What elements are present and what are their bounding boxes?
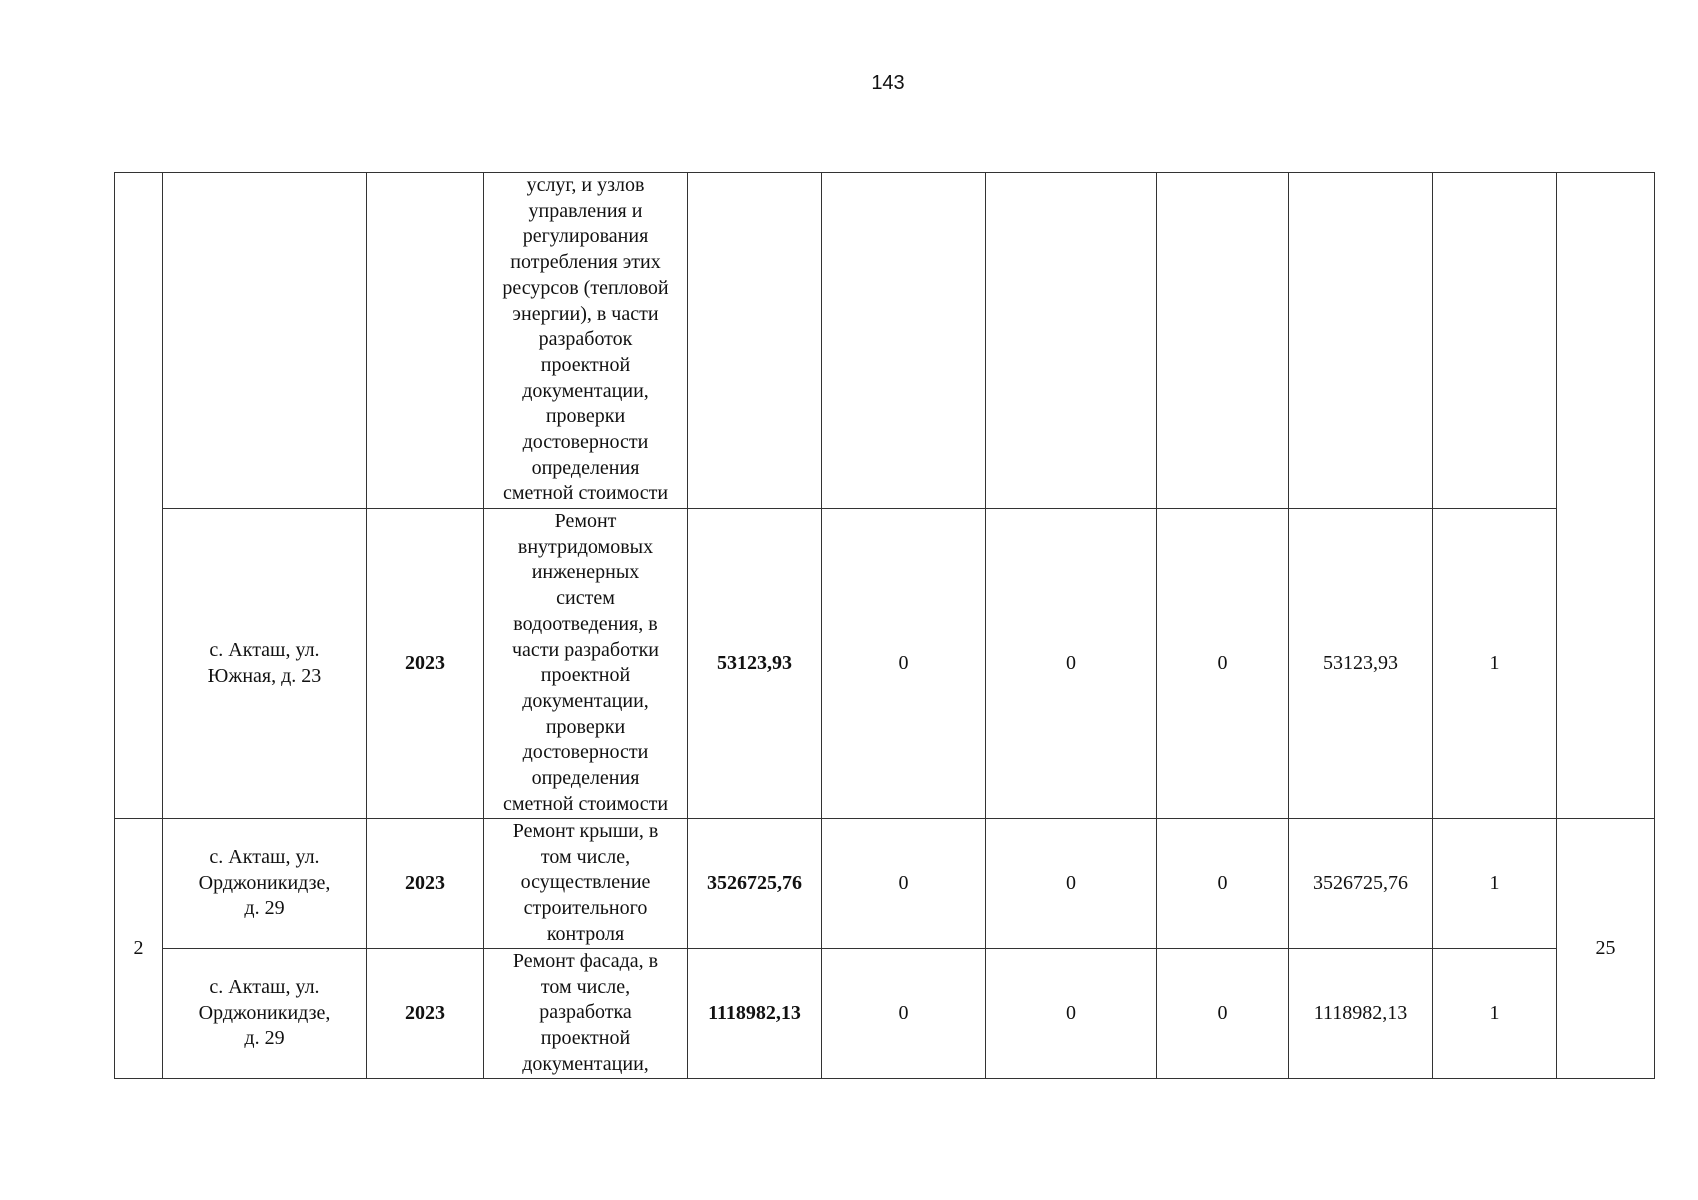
amount-cell: 3526725,76	[1289, 819, 1433, 949]
total-cost-cell: 1118982,13	[688, 949, 822, 1079]
work-type-cell	[484, 509, 688, 819]
work-type-line: Ремонт фасада, в	[512, 950, 659, 972]
work-type-cell	[484, 173, 688, 509]
work-type-line: услуг, и узлов	[526, 174, 645, 196]
work-type-line: определения	[531, 456, 640, 479]
row-number-cell	[115, 173, 163, 819]
table-row	[115, 509, 1655, 819]
amount-cell: 53123,93	[1289, 509, 1433, 819]
work-type-line: части разработки	[512, 638, 659, 661]
year-cell: 2023	[367, 509, 484, 819]
work-type-line: строительного	[523, 897, 648, 920]
amount-cell	[822, 173, 986, 509]
address-line: Южная, д. 23	[207, 664, 322, 687]
amount-cell: 0	[1157, 949, 1289, 1079]
work-type-line: достоверности	[522, 741, 649, 764]
amount-cell: 0	[986, 819, 1157, 949]
work-type-line: документации,	[522, 1052, 649, 1075]
amount-cell: 0	[1157, 819, 1289, 949]
table-row	[115, 819, 1655, 949]
address-line: д. 29	[244, 1027, 285, 1050]
work-type-line: том числе,	[540, 975, 631, 998]
address-cell	[163, 509, 367, 819]
work-type-cell	[484, 819, 688, 949]
amount-cell	[986, 173, 1157, 509]
work-type-line: инженерных	[531, 561, 640, 584]
last-column-cell: 25	[1557, 819, 1655, 1079]
work-type-line: документации,	[522, 689, 649, 712]
work-type-line: проверки	[545, 405, 626, 428]
row-number-cell: 2	[115, 819, 163, 1079]
total-cost-cell: 53123,93	[688, 509, 822, 819]
year-cell	[367, 173, 484, 509]
amount-cell: 1118982,13	[1289, 949, 1433, 1079]
work-type-line: проектной	[540, 353, 631, 376]
address-line: д. 29	[244, 897, 285, 920]
work-type-line: управления и	[528, 199, 643, 222]
work-type-line: проектной	[540, 664, 631, 687]
work-type-cell	[484, 949, 688, 1079]
last-column-cell	[1557, 173, 1655, 819]
work-type-line: систем	[556, 587, 615, 610]
address-cell	[163, 173, 367, 509]
work-type-line: энергии), в части	[512, 302, 659, 325]
work-type-line: контроля	[546, 922, 625, 945]
work-type-line: ресурсов (тепловой	[502, 276, 669, 299]
work-type-line: проверки	[545, 715, 626, 738]
count-cell	[1433, 173, 1557, 509]
total-cost-cell	[688, 173, 822, 509]
amount-cell: 0	[986, 949, 1157, 1079]
address-line: с. Акташ, ул.	[209, 975, 320, 998]
year-cell: 2023	[367, 949, 484, 1079]
work-type-line: Ремонт	[554, 510, 617, 532]
amount-cell	[1157, 173, 1289, 509]
work-type-line: внутридомовых	[517, 535, 654, 558]
address-cell	[163, 819, 367, 949]
amount-cell	[1289, 173, 1433, 509]
work-type-line: проектной	[540, 1027, 631, 1050]
count-cell: 1	[1433, 949, 1557, 1079]
address-line: Орджоникидзе,	[198, 871, 331, 894]
year-cell: 2023	[367, 819, 484, 949]
work-type-line: водоотведения, в	[513, 612, 658, 635]
work-type-line: сметной стоимости	[502, 792, 669, 815]
page-number: 143	[871, 72, 905, 94]
work-type-line: том числе,	[540, 845, 631, 868]
table-row	[115, 173, 1655, 509]
work-type-line: документации,	[522, 379, 649, 402]
total-cost-cell: 3526725,76	[688, 819, 822, 949]
work-type-line: сметной стоимости	[502, 482, 669, 505]
work-type-line: потребления этих	[510, 251, 661, 274]
amount-cell: 0	[822, 949, 986, 1079]
address-line: с. Акташ, ул.	[209, 845, 320, 868]
count-cell: 1	[1433, 509, 1557, 819]
work-type-line: определения	[531, 767, 640, 790]
address-cell	[163, 949, 367, 1079]
amount-cell: 0	[822, 509, 986, 819]
work-type-line: осуществление	[520, 871, 651, 894]
work-type-line: достоверности	[522, 431, 649, 454]
work-type-line: разработка	[539, 1001, 632, 1024]
amount-cell: 0	[822, 819, 986, 949]
work-type-line: регулирования	[522, 225, 649, 248]
amount-cell: 0	[986, 509, 1157, 819]
count-cell: 1	[1433, 819, 1557, 949]
work-type-line: Ремонт крыши, в	[512, 820, 659, 842]
table-row	[115, 949, 1655, 1079]
amount-cell: 0	[1157, 509, 1289, 819]
capital-repair-table	[114, 172, 1655, 1079]
work-type-line: разработок	[538, 328, 633, 351]
address-line: с. Акташ, ул.	[209, 638, 320, 661]
address-line: Орджоникидзе,	[198, 1001, 331, 1024]
